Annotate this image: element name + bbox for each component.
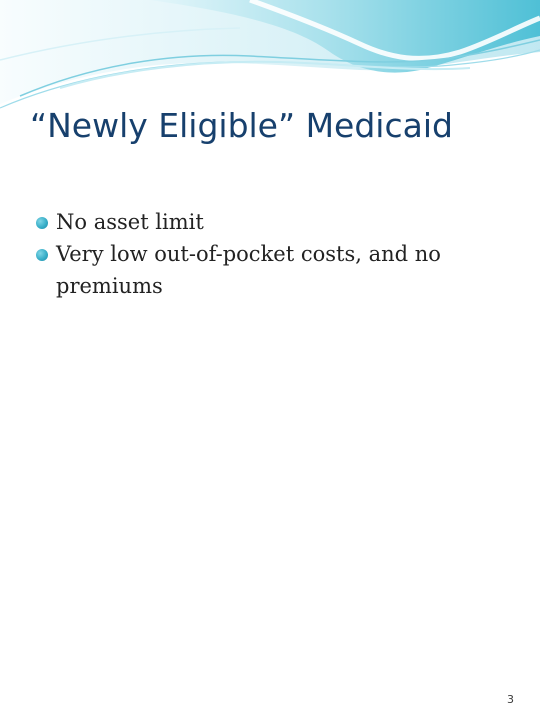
bullet-item (34, 206, 504, 238)
round-bullet-icon (36, 217, 48, 229)
bullet-text: No asset limit (56, 210, 204, 234)
round-bullet-icon (36, 249, 48, 261)
page-number: 3 (507, 693, 514, 706)
bullet-list (34, 206, 504, 302)
header-wave-decoration (0, 0, 540, 110)
bullet-item (34, 238, 504, 302)
slide-title: “Newly Eligible” Medicaid (30, 106, 453, 145)
bullet-text: Very low out-of-pocket costs, and no premiums (56, 242, 441, 298)
